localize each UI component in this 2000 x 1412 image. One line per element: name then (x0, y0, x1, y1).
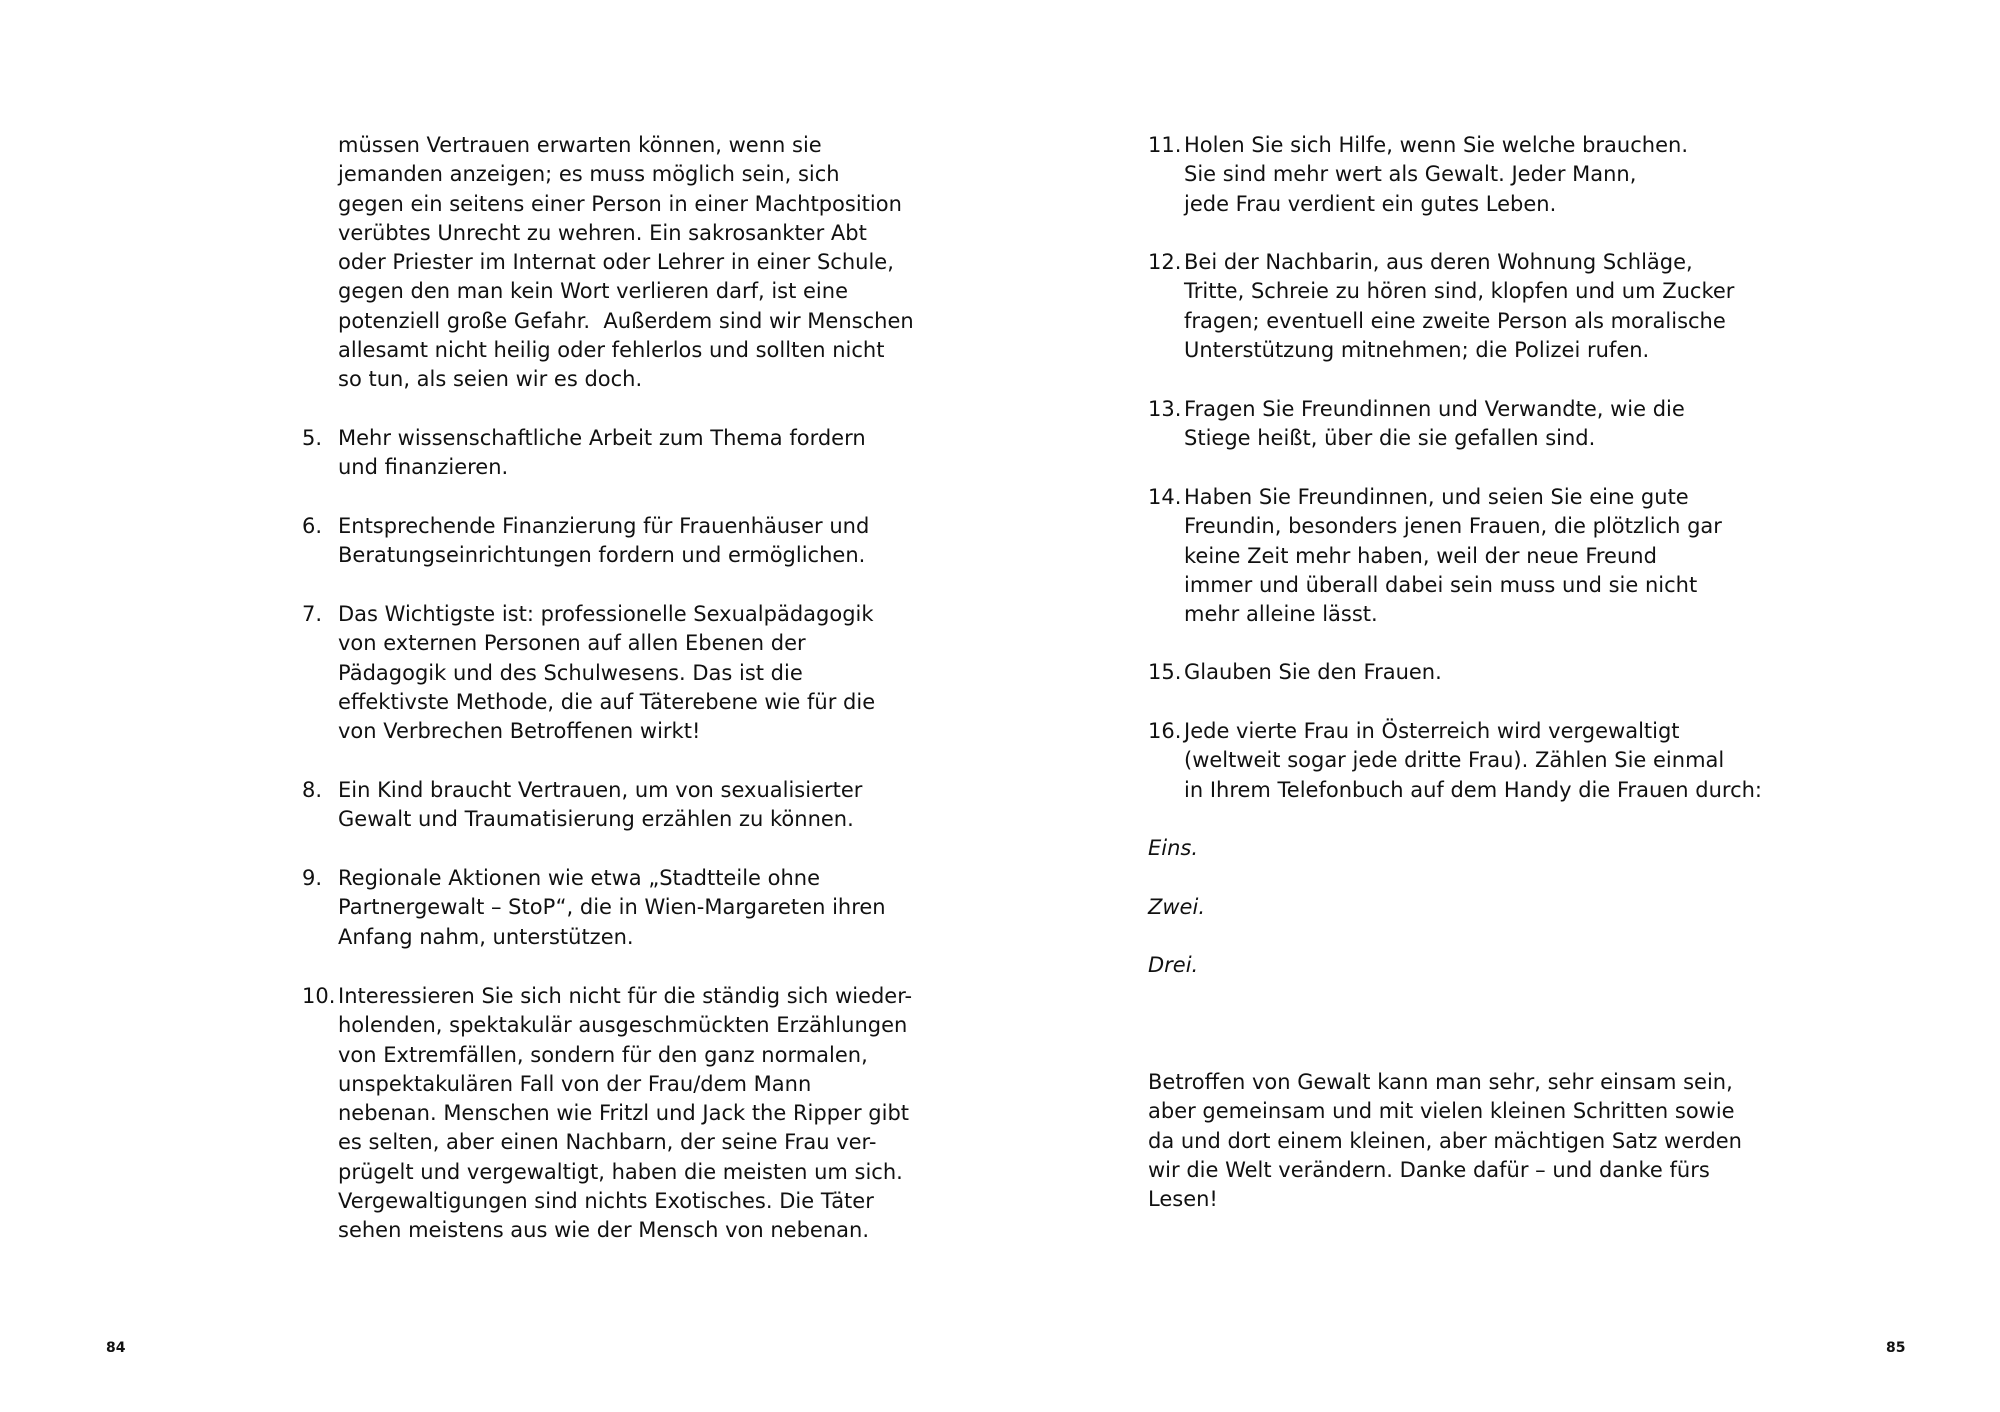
item-number: 8. (302, 778, 323, 802)
item-text: Das Wichtigste ist: professionelle Sexualpädagogik von externen Personen auf allen Ebenen der Pädagogik und des Schulwesens. Das ist die effektivste Methode, die auf Täterebene wie für die von Verbrechen Betroffenen wirkt! (338, 602, 876, 744)
item-number: 15. (1148, 660, 1182, 684)
item-text: Interessieren Sie sich nicht für die ständig sich wieder- holenden, spektakulär ausgeschmückten Erzählungen von Extremfällen, sondern für den ganz normalen, unspektakulären Fall von der Frau/dem Mann nebenan. Menschen wie Fritzl und Jack the Ripper gibt es selten, aber einen Nachbarn, der seine Frau ver- prügelt und vergewaltigt, haben die meisten um sich. Vergewaltigungen sind nichts Exotisches. Die Täter sehen meistens aus wie der Mensch von nebenan. (338, 984, 913, 1243)
item-number: 10. (302, 984, 336, 1008)
item-number: 14. (1148, 485, 1182, 509)
count-one: Eins. (1148, 836, 1199, 860)
continuation-paragraph: müssen Vertrauen erwarten können, wenn sie jemanden anzeigen; es muss möglich sein, sich gegen ein seitens einer Person in einer Machtposition verübtes Unrecht zu wehren. Ein sakrosankter Abt oder Priester im Internat oder Lehrer in einer Schule, gegen den man kein Wort verlieren darf, ist eine potenziell große Gefahr. Außerdem sind wir Menschen allesamt nicht heilig oder fehlerlos und sollten nicht so tun, als seien wir es doch. (338, 133, 914, 392)
item-text: Glauben Sie den Frauen. (1184, 660, 1442, 684)
item-text: Holen Sie sich Hilfe, wenn Sie welche brauchen. Sie sind mehr wert als Gewalt. Jeder Mann, jede Frau verdient ein gutes Leben. (1184, 133, 1688, 216)
list-item-11 (1148, 131, 1688, 248)
list-item-7 (302, 600, 876, 744)
list-item-9 (302, 864, 886, 981)
item-number: 13. (1148, 397, 1182, 421)
list-item-14 (1148, 483, 1722, 627)
item-number: 11. (1148, 133, 1182, 157)
page-number-right: 85 (1886, 1340, 1906, 1356)
item-number: 9. (302, 866, 323, 890)
list-item-16 (1148, 717, 1763, 834)
item-text: Ein Kind braucht Vertrauen, um von sexualisierter Gewalt und Traumatisierung erzählen zu können. (338, 778, 863, 832)
item-text: Fragen Sie Freundinnen und Verwandte, wie die Stiege heißt, über die sie gefallen sind. (1184, 397, 1685, 451)
item-number: 6. (302, 514, 323, 538)
list-item-10 (302, 982, 913, 1243)
item-text: Regionale Aktionen wie etwa „Stadtteile ohne Partnergewalt – StoP“, die in Wien-Margareten ihren Anfang nahm, unterstützen. (338, 866, 886, 949)
item-number: 5. (302, 426, 323, 450)
count-three: Drei. (1148, 953, 1199, 977)
item-number: 16. (1148, 719, 1182, 743)
item-text: Haben Sie Freundinnen, und seien Sie eine gute Freundin, besonders jenen Frauen, die plötzlich gar keine Zeit mehr haben, weil der neue Freund immer und überall dabei sein muss und sie nicht mehr alleine lässt. (1184, 485, 1722, 627)
item-number: 7. (302, 602, 323, 626)
list-item-12 (1148, 248, 1735, 365)
item-number: 12. (1148, 250, 1182, 274)
count-two: Zwei. (1148, 895, 1205, 919)
closing-paragraph: Betroffen von Gewalt kann man sehr, sehr einsam sein, aber gemeinsam und mit vielen kleinen Schritten sowie da und dort einem kleinen, aber mächtigen Satz werden wir die Welt verändern. Danke dafür – und danke fürs Lesen! (1148, 1070, 1742, 1212)
right-page (1000, 0, 2000, 1412)
item-text: Bei der Nachbarin, aus deren Wohnung Schläge, Tritte, Schreie zu hören sind, klopfen und um Zucker fragen; eventuell eine zweite Person als moralische Unterstützung mitnehmen; die Polizei rufen. (1184, 250, 1735, 362)
page-number-left: 84 (106, 1340, 126, 1356)
item-text: Mehr wissenschaftliche Arbeit zum Thema fordern und finanzieren. (338, 426, 866, 480)
item-text: Entsprechende Finanzierung für Frauenhäuser und Beratungseinrichtungen fordern und ermöglichen. (338, 514, 870, 568)
item-text: Jede vierte Frau in Österreich wird vergewaltigt (weltweit sogar jede dritte Frau). Zählen Sie einmal in Ihrem Telefonbuch auf dem Handy die Frauen durch: (1184, 719, 1763, 802)
